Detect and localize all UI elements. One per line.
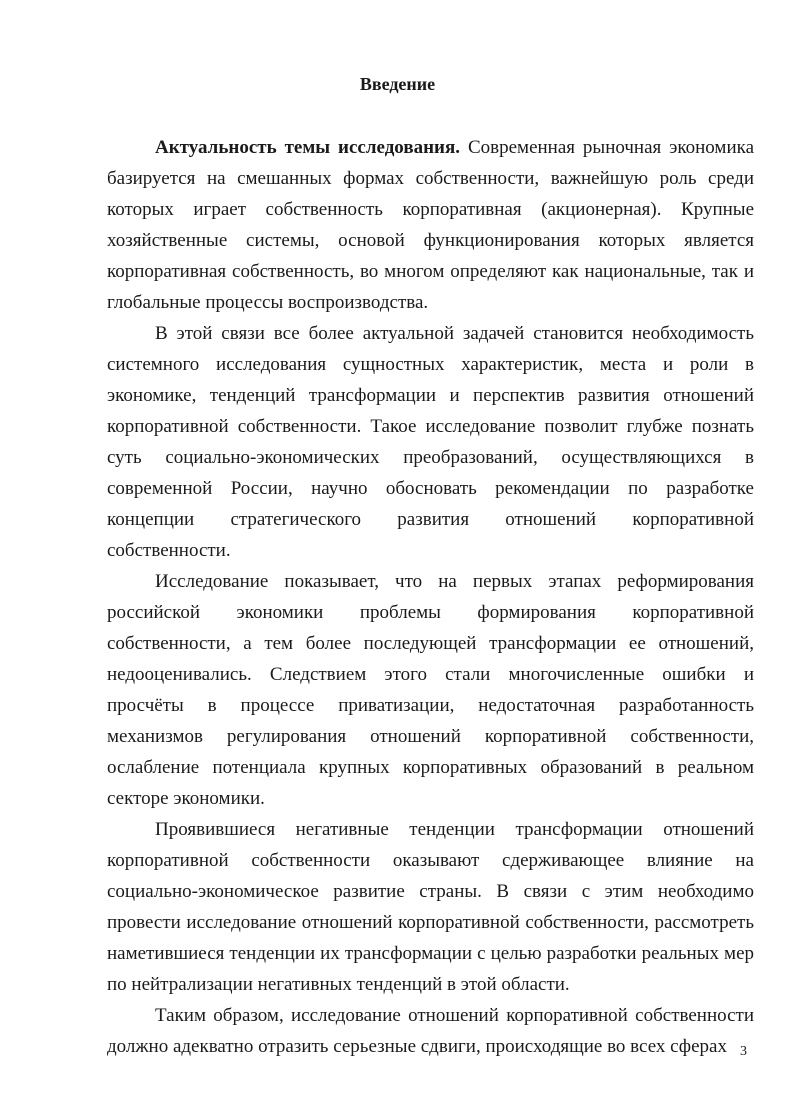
paragraph-conclusion: Таким образом, исследование отношений корпоративной собственности должно адекватно отразить серьезные сдвиги, происходящие во всех сферах [107,1005,754,1057]
paragraph-lead: Актуальность темы исследования. [155,137,461,158]
paragraph-negative-trends: Проявившиеся негативные тенденции трансформации отношений корпоративной собственности оказывают сдерживающее влияние на социально-экономическое развитие страны. В связи с этим необходимо провести исследование отношений корпоративной собственности, рассмотреть наметившиеся тенденции их трансформации с целью разработки реальных мер по нейтрализации негативных тенденций в этой области. [107,819,754,995]
document-body [107,132,754,1062]
paragraph-text: Современная рыночная экономика базируется на смешанных формах собственности, важнейшую роль среди которых играет собственность корпоративная (акционерная). Крупные хозяйственные системы, основой функционирования которых является корпоративная собственность, во многом определяют как национальные, так и глобальные процессы воспроизводства. [107,137,754,313]
page-title: Введение [359,74,436,94]
paragraph-relevance [107,132,754,318]
paragraph-task: В этой связи все более актуальной задачей становится необходимость системного исследования сущностных характеристик, места и роли в экономике, тенденций трансформации и перспектив развития отношений корпоративной собственности. Такое исследование позволит глубже познать суть социально-экономических преобразований, осуществляющихся в современной России, научно обосновать рекомендации по разработке концепции стратегического развития отношений корпоративной собственности. [107,323,754,561]
page-number: 3 [740,1044,747,1059]
paragraph-research: Исследование показывает, что на первых этапах реформирования российской экономики проблемы формирования корпоративной собственности, а тем более последующей трансформации ее отношений, недооценивались. Следствием этого стали многочисленные ошибки и просчёты в процессе приватизации, недостаточная разработанность механизмов регулирования отношений корпоративной собственности, ослабление потенциала крупных корпоративных образований в реальном секторе экономики. [107,571,754,809]
